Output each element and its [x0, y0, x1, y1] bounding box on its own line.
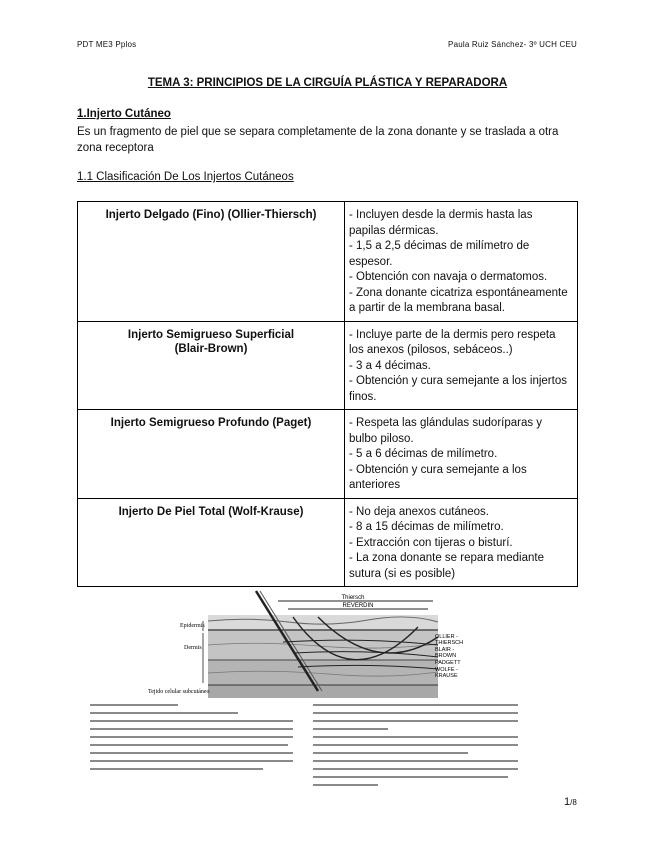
graft-desc-cell — [345, 410, 578, 499]
graft-point: - Incluyen desde la dermis hasta las papilas dérmicas. — [349, 209, 533, 237]
graft-point: - Zona donante cicatriza espontáneamente a partir de la membrana basal. — [349, 286, 568, 314]
header-left: PDT ME3 Pplos — [77, 40, 137, 49]
figure-label-right: THIERSCH — [435, 640, 464, 646]
graft-name-cell — [78, 202, 345, 322]
page-total: /8 — [570, 798, 577, 807]
figure-label-left: Epidermis — [180, 623, 205, 629]
graft-point: - 8 a 15 décimas de milímetro. — [349, 521, 504, 533]
grafts-table — [77, 201, 578, 587]
graft-name: Injerto Delgado (Fino) (Ollier-Thiersch) — [105, 209, 317, 221]
graft-name-author: (Blair-Brown) — [174, 342, 248, 355]
graft-point: - 3 a 4 décimas. — [349, 359, 431, 372]
graft-desc-cell — [345, 498, 578, 587]
graft-desc-cell — [345, 202, 578, 322]
graft-name: Injerto De Piel Total (Wolf-Krause) — [118, 505, 304, 518]
figure-label-top: Thiersch — [341, 595, 365, 601]
table-row — [78, 410, 578, 499]
graft-name: Injerto Semigrueso Profundo (Paget) — [110, 417, 312, 429]
page-title: TEMA 3: PRINCIPIOS DE LA CIRGUÍA PLÁSTICA Y REPARADORA — [147, 77, 508, 89]
figure-label-right: WOLFE - — [435, 667, 458, 673]
graft-point: - Incluye parte de la dermis pero respeta los anexos (pilosos, sebáceos..) — [349, 328, 556, 356]
skin-layers-figure — [88, 587, 520, 797]
page-current: 1 — [564, 796, 571, 808]
figure-label-right: PADGETT — [435, 660, 461, 666]
figure-label-right: KRAUSE — [435, 673, 458, 679]
figure-label-right: BROWN — [435, 653, 457, 659]
page-number — [564, 796, 577, 808]
dermis-lower-layer — [208, 660, 438, 685]
skin-graft-diagram — [88, 587, 520, 797]
table-row — [78, 498, 578, 587]
graft-name-cell — [78, 498, 345, 587]
figure-caption-right — [313, 705, 518, 785]
figure-label-right: OLLIER - — [435, 634, 458, 640]
graft-point: - 5 a 6 décimas de milímetro. — [349, 448, 498, 460]
table-row — [78, 321, 578, 410]
graft-point: - Obtención y cura semejante a los anteriores — [349, 463, 527, 491]
table-row — [78, 202, 578, 322]
graft-point: - Obtención con navaja o dermatomos. — [349, 271, 548, 283]
graft-point: - Obtención y cura semejante a los injertos finos. — [349, 375, 567, 403]
graft-desc-cell — [345, 321, 578, 410]
graft-point: - Respeta las glándulas sudoríparas y bulbo piloso. — [349, 417, 543, 445]
graft-point: - Extracción con tijeras o bisturí. — [349, 536, 513, 549]
figure-label-top: REVERDIN — [342, 603, 374, 609]
graft-name: Injerto Semigrueso Superficial — [127, 328, 295, 341]
graft-point: - La zona donante se repara mediante sutura (si es posible) — [349, 552, 544, 580]
figure-label-left: Dermis — [184, 645, 202, 651]
graft-name-cell — [78, 410, 345, 499]
section-paragraph: Es un fragmento de piel que se separa completamente de la zona donante y se traslada a otra zona receptora — [77, 126, 559, 154]
figure-label-right: BLAIR - — [435, 647, 455, 653]
header-right: Paula Ruiz Sánchez- 3º UCH CEU — [448, 40, 577, 49]
section-heading: 1.Injerto Cutáneo — [77, 108, 171, 120]
graft-point: - 1,5 a 2,5 décimas de milímetro de espesor. — [349, 240, 530, 268]
figure-label-left: Tejido celular subcutáneo — [148, 689, 210, 695]
subcutaneous-layer — [208, 685, 438, 698]
subsection-heading: 1.1 Clasificación De Los Injertos Cutáneos — [77, 171, 294, 183]
dermis-upper-layer — [208, 630, 438, 660]
figure-caption-left — [90, 705, 293, 769]
graft-point: - No deja anexos cutáneos. — [349, 505, 490, 518]
graft-name-cell — [78, 321, 345, 410]
